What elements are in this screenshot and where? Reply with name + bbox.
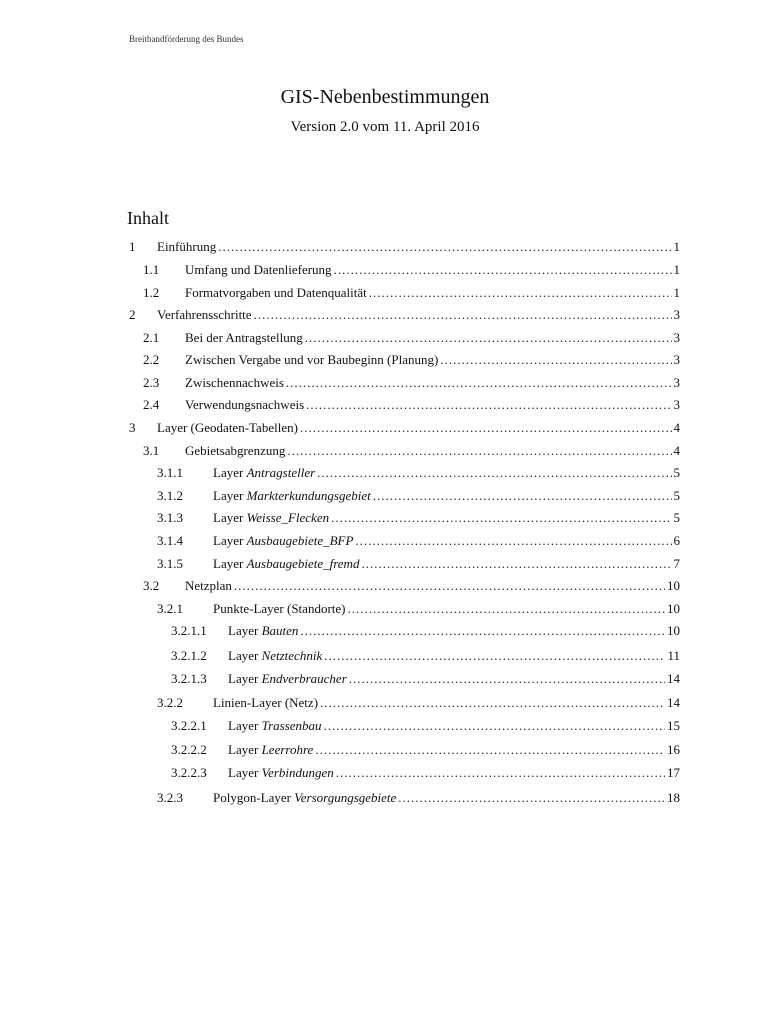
toc-entry-layer-name: Markterkundungsgebiet (246, 488, 371, 503)
toc-entry-title-text: Layer (Geodaten-Tabellen) (157, 420, 298, 435)
toc-dot-leader (234, 577, 665, 595)
toc-entry-page-number: 3 (673, 307, 680, 322)
toc-entry-title-text: Layer (228, 671, 262, 686)
toc-entry-number: 1 (129, 239, 136, 254)
toc-entry-title-text: Punkte-Layer (Standorte) (213, 601, 346, 616)
toc-entry-title-text: Zwischen Vergabe und vor Baubeginn (Planung) (185, 352, 439, 367)
toc-entry-title-text: Einführung (157, 239, 217, 254)
toc-entry-title-text: Layer (228, 623, 262, 638)
toc-dot-leader (373, 487, 672, 505)
toc-dot-leader (324, 717, 665, 735)
toc-entry-title-text: Gebietsabgrenzung (185, 443, 286, 458)
toc-dot-leader (369, 284, 672, 302)
toc-entry[interactable] (0, 647, 770, 665)
toc-entry-page-number: 4 (673, 443, 680, 458)
toc-entry-title (228, 670, 347, 688)
toc-entry-page-number: 3 (673, 397, 680, 412)
toc-entry-title-text: Formatvorgaben und Datenqualität (185, 285, 367, 300)
toc-entry[interactable] (0, 717, 770, 735)
toc-entry[interactable] (0, 600, 770, 618)
toc-entry-title (213, 600, 345, 618)
toc-entry-page-number: 5 (673, 465, 680, 480)
toc-entry[interactable] (0, 577, 770, 595)
toc-entry-number: 2.4 (143, 397, 160, 412)
toc-entry-page-number: 1 (673, 262, 680, 277)
toc-entry-number: 3.1.4 (157, 533, 183, 548)
toc-entry-page-number: 14 (667, 671, 680, 686)
toc-dot-leader (306, 396, 671, 414)
toc-entry-title (228, 764, 334, 782)
toc-entry-layer-name: Netztechnik (261, 648, 323, 663)
toc-entry-layer-name: Versorgungsgebiete (294, 790, 397, 805)
toc-entry-title (157, 306, 252, 324)
toc-entry-title (228, 741, 313, 759)
toc-entry-layer-name: Verbindungen (261, 765, 334, 780)
toc-dot-leader (334, 261, 672, 279)
toc-entry[interactable] (0, 419, 770, 437)
toc-entry-title-text: Polygon-Layer (213, 790, 295, 805)
toc-entry[interactable] (0, 396, 770, 414)
toc-entry-title (185, 577, 232, 595)
toc-entry-title (228, 647, 322, 665)
toc-entry[interactable] (0, 351, 770, 369)
toc-entry-number: 3.2.2.1 (171, 718, 207, 733)
toc-entry[interactable] (0, 442, 770, 460)
toc-entry-page-number: 6 (673, 533, 680, 548)
toc-entry-title-text: Linien-Layer (Netz) (213, 695, 319, 710)
toc-entry[interactable] (0, 670, 770, 688)
toc-dot-leader (286, 374, 672, 392)
toc-dot-leader (347, 600, 665, 618)
toc-entry-number: 3.1.5 (157, 556, 183, 571)
toc-entry-title (185, 442, 285, 460)
toc-entry-title-text: Layer (213, 556, 247, 571)
toc-entry-title-text: Zwischennachweis (185, 375, 284, 390)
toc-entry-title (213, 464, 315, 482)
toc-entry-number: 1.2 (143, 285, 160, 300)
toc-dot-leader (336, 764, 665, 782)
toc-heading: Inhalt (127, 208, 169, 228)
toc-entry[interactable] (0, 764, 770, 782)
toc-entry[interactable] (0, 306, 770, 324)
toc-entry[interactable] (0, 261, 770, 279)
toc-dot-leader (300, 419, 672, 437)
toc-entry-title-text: Layer (213, 465, 247, 480)
toc-entry-title (185, 329, 303, 347)
toc-entry-page-number: 18 (667, 790, 680, 805)
document-title: GIS-Nebenbestimmungen (280, 86, 490, 108)
toc-entry-title (213, 487, 371, 505)
toc-entry-title (213, 532, 353, 550)
toc-dot-leader (287, 442, 671, 460)
toc-entry-title-text: Layer (213, 488, 247, 503)
toc-entry-title-text: Verwendungsnachweis (185, 397, 305, 412)
toc-dot-leader (331, 509, 671, 527)
toc-entry-number: 1.1 (143, 262, 160, 277)
toc-entry-title (185, 261, 332, 279)
document-version: Version 2.0 vom 11. April 2016 (290, 119, 480, 135)
toc-entry-number: 3.1.3 (157, 510, 183, 525)
toc-entry-number: 2 (129, 307, 136, 322)
toc-dot-leader (349, 670, 665, 688)
toc-entry-number: 2.1 (143, 330, 160, 345)
toc-entry[interactable] (0, 284, 770, 302)
toc-entry-title (185, 396, 304, 414)
toc-dot-leader (317, 464, 671, 482)
toc-entry[interactable] (0, 374, 770, 392)
toc-entry-number: 3.2.3 (157, 790, 183, 805)
toc-entry-page-number: 5 (673, 488, 680, 503)
toc-entry-number: 3.2.1.1 (171, 623, 207, 638)
toc-entry-layer-name: Leerrohre (261, 742, 314, 757)
toc-entry-page-number: 11 (667, 648, 680, 663)
toc-entry-layer-name: Ausbaugebiete_BFP (246, 533, 354, 548)
toc-entry-page-number: 10 (667, 601, 680, 616)
toc-entry-layer-name: Antragsteller (246, 465, 316, 480)
toc-entry-layer-name: Ausbaugebiete_fremd (246, 556, 360, 571)
toc-entry-number: 3.2.1.3 (171, 671, 207, 686)
toc-entry-title (157, 419, 298, 437)
toc-entry[interactable] (0, 329, 770, 347)
toc-entry-title-text: Layer (228, 765, 262, 780)
toc-entry-title (228, 717, 322, 735)
toc-entry[interactable] (0, 509, 770, 527)
toc-entry-title (213, 694, 318, 712)
toc-dot-leader (305, 329, 672, 347)
toc-entry-title-text: Layer (228, 742, 262, 757)
toc-entry-title (185, 374, 284, 392)
toc-entry-title-text: Verfahrensschritte (157, 307, 252, 322)
toc-entry-number: 3.2.2 (157, 695, 183, 710)
toc-entry-layer-name: Bauten (261, 623, 299, 638)
toc-dot-leader (315, 741, 665, 759)
toc-entry-number: 3.2.1 (157, 601, 183, 616)
toc-entry-page-number: 17 (667, 765, 680, 780)
toc-entry[interactable] (0, 622, 770, 640)
toc-entry-title (213, 509, 329, 527)
toc-entry-title-text: Layer (228, 718, 262, 733)
toc-entry-page-number: 1 (673, 239, 680, 254)
toc-entry-page-number: 4 (673, 420, 680, 435)
toc-dot-leader (300, 622, 665, 640)
toc-entry-number: 3.2.2.3 (171, 765, 207, 780)
toc-entry-page-number: 16 (667, 742, 680, 757)
toc-entry-page-number: 1 (673, 285, 680, 300)
toc-dot-leader (440, 351, 671, 369)
toc-entry[interactable] (0, 532, 770, 550)
toc-entry-number: 3.2 (143, 578, 160, 593)
toc-entry[interactable] (0, 464, 770, 482)
toc-entry-number: 3 (129, 420, 136, 435)
toc-dot-leader (398, 789, 665, 807)
toc-entry-number: 2.3 (143, 375, 160, 390)
toc-entry-number: 2.2 (143, 352, 160, 367)
toc-entry-number: 3.1 (143, 443, 160, 458)
toc-entry[interactable] (0, 555, 770, 573)
toc-entry-number: 3.2.2.2 (171, 742, 207, 757)
toc-entry-title-text: Layer (228, 648, 262, 663)
toc-entry-number: 3.2.1.2 (171, 648, 207, 663)
toc-entry-page-number: 7 (673, 556, 680, 571)
toc-entry-layer-name: Trassenbau (261, 718, 322, 733)
toc-entry-title (228, 622, 298, 640)
toc-entry[interactable] (0, 487, 770, 505)
toc-dot-leader (355, 532, 671, 550)
toc-entry-page-number: 10 (667, 578, 680, 593)
toc-entry[interactable] (0, 789, 770, 807)
toc-entry-page-number: 3 (673, 330, 680, 345)
toc-entry-number: 3.1.2 (157, 488, 183, 503)
toc-entry-title (213, 789, 396, 807)
toc-entry-title-text: Bei der Antragstellung (185, 330, 303, 345)
toc-entry-title-text: Layer (213, 510, 247, 525)
toc-dot-leader (324, 647, 665, 665)
toc-entry-title-text: Netzplan (185, 578, 232, 593)
toc-entry-title-text: Umfang und Datenlieferung (185, 262, 332, 277)
toc-entry-title (185, 284, 367, 302)
toc-entry[interactable] (0, 741, 770, 759)
toc-entry-title-text: Layer (213, 533, 247, 548)
toc-dot-leader (320, 694, 665, 712)
toc-entry-page-number: 3 (673, 352, 680, 367)
toc-entry-page-number: 10 (667, 623, 680, 638)
toc-entry[interactable] (0, 694, 770, 712)
toc-entry-page-number: 3 (673, 375, 680, 390)
toc-dot-leader (254, 306, 672, 324)
toc-dot-leader (218, 238, 671, 256)
toc-entry-page-number: 14 (667, 695, 680, 710)
toc-dot-leader (361, 555, 671, 573)
toc-entry-layer-name: Endverbraucher (261, 671, 347, 686)
toc-entry-title (213, 555, 359, 573)
toc-entry-page-number: 15 (667, 718, 680, 733)
toc-entry[interactable] (0, 238, 770, 256)
toc-entry-title (157, 238, 216, 256)
toc-entry-title (185, 351, 438, 369)
running-header: Breitbandförderung des Bundes (129, 34, 244, 44)
toc-entry-layer-name: Weisse_Flecken (246, 510, 330, 525)
toc-entry-number: 3.1.1 (157, 465, 183, 480)
toc-entry-page-number: 5 (673, 510, 680, 525)
